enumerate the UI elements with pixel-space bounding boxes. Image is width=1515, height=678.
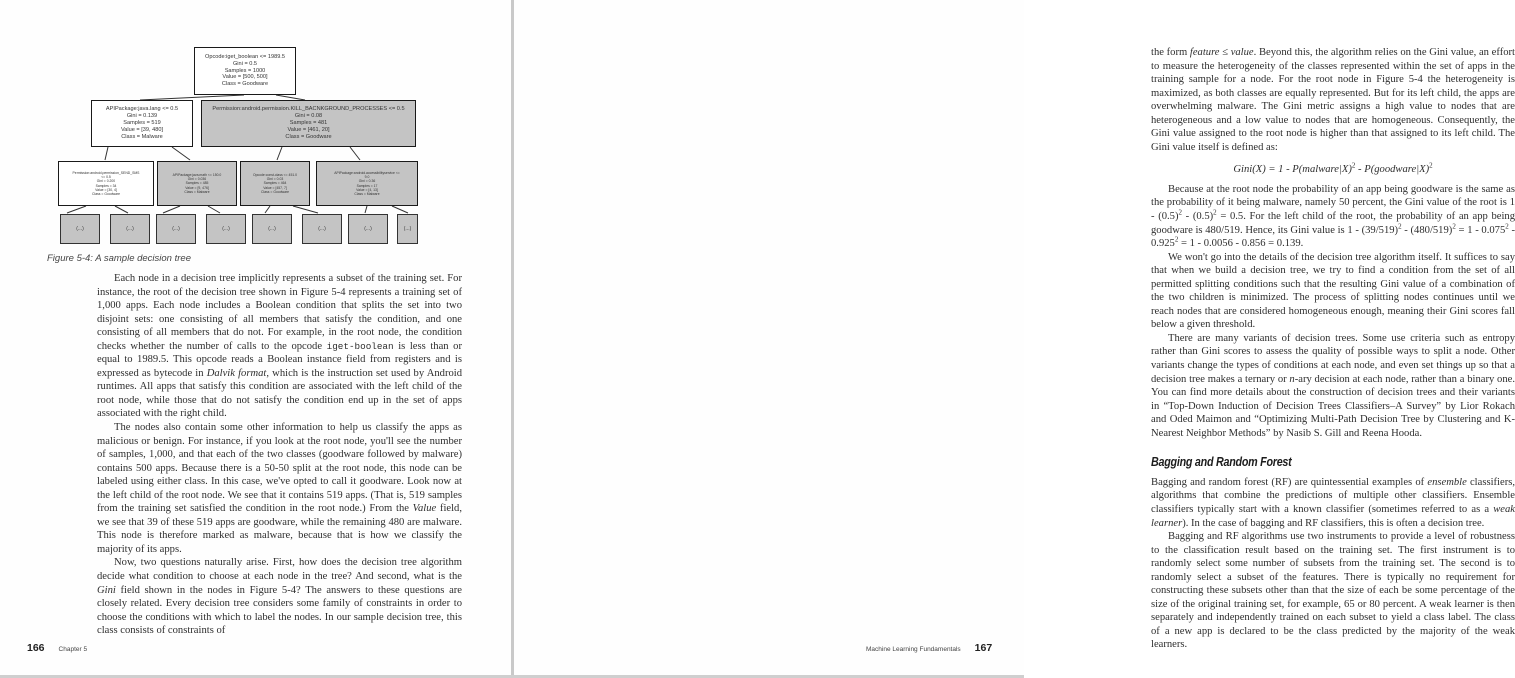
- node-line: Value = [500, 500]: [222, 74, 268, 81]
- node-line: Value = [30, 4]: [95, 187, 117, 192]
- text-run: Because at the root node the probability of an app being goodware is the same as the probability of it being malware, namely 50 percent, the Gini value of the root is 1 - (0.5): [1151, 183, 1515, 223]
- tree-leaf: (...): [348, 214, 388, 244]
- paragraph: [97, 421, 462, 556]
- tree-leaf: (...): [206, 214, 246, 244]
- node-line: Permission:android.permission_SEND_SMS: [72, 170, 140, 175]
- tree-node-rr: [316, 161, 418, 206]
- tree-node-left: [91, 100, 193, 147]
- left-body-text: [97, 272, 462, 638]
- text-run: the form: [1151, 47, 1190, 58]
- text-after-heading: [1151, 476, 1515, 652]
- edge-l2d-b: [392, 206, 408, 213]
- node-line: Gini = 0.5: [232, 60, 258, 67]
- paragraph: [97, 556, 462, 637]
- left-folio: [27, 638, 87, 656]
- paragraph: [1151, 46, 1515, 154]
- text-run: field, we see that 39 of these 519 apps are goodware, while the remaining 480 are malware. This node is therefore marked as malware, because that is how we classify the majority of its apps.: [97, 503, 462, 555]
- paragraph: [1151, 183, 1515, 251]
- node-line: Opcode:const-class <= 451.0: [252, 172, 298, 177]
- text-em: Gini: [97, 584, 116, 596]
- edge-l2a-b: [115, 206, 128, 213]
- node-line: Class = Goodware: [261, 189, 289, 194]
- node-line: Samples = 464: [263, 181, 287, 186]
- node-line: Gini = 0.03: [266, 177, 284, 182]
- node-line: Samples = 481: [289, 120, 328, 126]
- text-run: - 0.925: [1151, 224, 1515, 250]
- node-line: <= 0.5: [101, 175, 111, 179]
- node-line: Gini = 0.139: [126, 113, 158, 120]
- text-em: weak learner: [1151, 503, 1515, 529]
- node-line: Samples = 17: [356, 183, 378, 188]
- text-after-formula: [1151, 183, 1515, 440]
- paragraph: [1151, 332, 1515, 440]
- text-sup: 2: [1178, 208, 1182, 217]
- paragraph: [1151, 530, 1515, 652]
- left-page: [0, 0, 512, 678]
- node-line: APIPackage:java.math <= 150.0: [172, 172, 222, 177]
- formula-mid: - P(goodware|X): [1355, 164, 1430, 176]
- tree-node-ll: [58, 161, 154, 206]
- node-line: Samples = 1000: [224, 67, 266, 74]
- paragraph: [97, 272, 462, 421]
- tree-leaf: (...): [302, 214, 342, 244]
- node-line: Gini = 0.036: [187, 177, 207, 182]
- text-run: is less than or equal to 1989.5. This opcode reads a Boolean instance field from registers and is expressed as bytecode in: [97, 340, 463, 379]
- node-line: Value = [9, 476]: [185, 185, 209, 190]
- text-run: Bagging and RF algorithms use two instruments to provide a level of robustness to the classification result based on the training set. The first instrument is to randomly select some number of subsets from the training set. The second is to randomly select a subset of the features. There is typically no requirement for constructing these subsets other than that the size of each be some percentage of the size of the original training set, for example, 65 or 80 percent. A weak learner is then separately and independently trained on each subset to yield a class label. The class of a new app is declared to be the class predicted by the majority of the weak learners.: [1151, 531, 1515, 651]
- node-line: Class = Malware: [184, 189, 210, 194]
- gini-formula: [1151, 163, 1515, 177]
- text-run: We won't go into the details of the decision tree algorithm itself. It suffices to say that when we build a decision tree, we try to find a condition from the set of all permitted splitting conditions such that the resulting Gini value of a combination of the two children is minimized. The process of splitting nodes continues until we reach nodes that are considered homogeneous enough, meaning their Gini scores fall below a given threshold.: [1151, 251, 1515, 331]
- text-run: . Beyond this, the algorithm relies on the Gini value, an effort to measure the heterogeneity of the classes represented within the set of apps in the training sample for a node. For the root node in Figure 5-4 the heterogeneity is maximized, as both classes are equally represented. But for its left child, the apps are overwhelming malware. The Gini metric assigns a high value to nodes that are heterogeneous and a low value to nodes that are homogeneous. Consequently, the Gini value assigned to the root node is higher than that assigned to its left child. The Gini value itself is defined as:: [1151, 47, 1515, 153]
- node-line: Class = Goodware: [285, 133, 332, 140]
- right-body-text: [1151, 46, 1515, 652]
- text-run: , which is the instruction set used by Android runtimes. All apps that satisfy this condition are associated with the left child of the root node, while those that do not satisfy the condition end up in the set of apps associated with the right child.: [97, 367, 463, 420]
- node-line: Class = Goodware: [221, 81, 269, 88]
- paragraph: [1151, 251, 1515, 332]
- edge-l2d-a: [365, 206, 367, 213]
- node-line: Samples = 485: [185, 181, 209, 186]
- tree-leaf: (...): [156, 214, 196, 244]
- text-run: Each node in a decision tree implicitly represents a subset of the training set. For instance, the root of the decision tree shown in Figure 5-4 represents a training set of 1,000 apps. Each node includes a Boolean condition that splits the set into two disjoint sets: one consisting of all members that satisfy the condition, and one consisting of all members that do not. For example, in the root node, the condition checks whether the number of calls to the opcode: [97, 273, 462, 352]
- text-sup: 2: [1174, 235, 1179, 244]
- text-em: Dalvik format: [206, 367, 267, 379]
- edge-l2c-b: [293, 206, 318, 213]
- node-line: Value = [461, 20]: [287, 126, 330, 133]
- node-line: Value = [39, 480]: [120, 126, 164, 133]
- node-line: APIPackage:java.lang <= 0.5: [105, 106, 179, 113]
- node-line: Samples = 519: [123, 120, 161, 126]
- node-line: Class = Goodware: [92, 192, 120, 196]
- paragraph: [1151, 476, 1515, 530]
- decision-tree-figure: [0, 0, 512, 260]
- edge-l1b-b: [350, 147, 360, 160]
- text-before-formula: [1151, 46, 1515, 154]
- text-run: field shown in the nodes in Figure 5-4? The answers to these questions are closely related. Every decision tree considers some family of constraints in order to choose the conditions with which to label the nodes. In our sample decision tree, this class consists of constraints of: [97, 584, 462, 637]
- text-sup: 2: [1213, 208, 1217, 217]
- node-line: Opcode:iget_boolean <= 1989.5: [205, 53, 285, 60]
- right-folio: [866, 638, 992, 656]
- tree-node-lr: [157, 161, 237, 206]
- tree-leaf: (...): [252, 214, 292, 244]
- node-line: 9.0: [364, 175, 370, 179]
- text-run: ). In the case of bagging and RF classifiers, this is often a decision tree.: [1182, 517, 1485, 529]
- text-run: = 0.5. For the left child of the root, the probability of an app being goodware is 480/519. Hence, its Gini value is 1 - (39/519): [1151, 211, 1515, 236]
- page-number: 167: [974, 642, 993, 654]
- text-run: Now, two questions naturally arise. First, how does the decision tree algorithm decide what condition to choose at each node in the tree? And second, what is the: [97, 557, 462, 583]
- node-line: Value = [4, 13]: [356, 187, 378, 192]
- text-sup: 2: [1505, 222, 1509, 231]
- text-em: Value: [412, 503, 437, 515]
- edge-l1a-b: [172, 147, 190, 160]
- formula-exp: 2: [1429, 161, 1433, 170]
- node-line: Gini = 0.08: [294, 113, 323, 120]
- text-run: classifiers, algorithms that combine the predictions of multiple other classifiers. Ensemble classifiers typically start with a known classifier (sometimes referred to as a: [1151, 476, 1515, 515]
- page-number: 166: [27, 642, 45, 654]
- tree-leaf: (...): [397, 214, 418, 244]
- edge-l1b-a: [277, 147, 282, 160]
- node-line: Class = Malware: [354, 192, 380, 196]
- text-run: There are many variants of decision trees. Some use criteria such as entropy rather than Gini scores to assess the quality of possible ways to split a node. Other variants change the types of conditions at each node, and even set things up so that a decision tree makes a ternary or: [1151, 332, 1515, 385]
- text-run: The nodes also contain some other information to help us classify the apps as malicious or benign. For instance, if you look at the root node, you'll see the number of samples, 1,000, and that each of the two classes (goodware followed by malware) contains 500 apps. Because there is a 50-50 split at the root node, this node can be labeled using either class. In this case, we've opted to call it goodware. Look now at the left child of the root node. We see that it contains 519 apps. (That is, 519 samples from the training set satisfied the condition in the root node.) From the: [97, 422, 462, 515]
- tree-node-right: [201, 100, 416, 147]
- text-run: ≤: [1219, 47, 1231, 58]
- text-em: n: [1289, 373, 1295, 385]
- edge-l2b-b: [208, 206, 220, 213]
- tree-node-rl: [240, 161, 310, 206]
- text-em: value: [1230, 47, 1254, 58]
- text-run: = 1 - 0.0056 - 0.856 = 0.139.: [1178, 238, 1304, 250]
- formula-lhs: Gini(X) = 1 - P(malware|X): [1233, 164, 1352, 176]
- text-em: feature: [1189, 47, 1220, 58]
- formula-exp: 2: [1351, 161, 1356, 170]
- text-code: iget-boolean: [326, 340, 394, 352]
- text-sup: 2: [1398, 222, 1402, 231]
- node-line: Class = Malware: [121, 133, 163, 140]
- node-line: APIPackage:android.accessibilityservice <=: [334, 170, 400, 175]
- text-em: ensemble: [1427, 476, 1467, 488]
- running-head: Chapter 5: [58, 646, 88, 653]
- edge-l1a-a: [105, 147, 108, 160]
- text-run: Bagging and random forest (RF) are quintessential examples of: [1151, 476, 1428, 488]
- text-run: = 1 - 0.075: [1455, 224, 1506, 236]
- running-head: Machine Learning Fundamentals: [866, 646, 961, 653]
- section-heading: Bagging and Random Forest: [1151, 455, 1292, 470]
- text-run: - (0.5): [1182, 211, 1214, 223]
- text-sup: 2: [1452, 222, 1456, 231]
- edge-l2a-a: [67, 206, 86, 213]
- edge-l2b-a: [163, 206, 180, 213]
- node-line: Gini = 0.36: [358, 179, 376, 184]
- node-line: Permission:android.permission.KILL_BACNKGROUND_PROCESSES <= 0.5: [212, 106, 405, 113]
- tree-node-root: [194, 47, 296, 95]
- right-page: [514, 0, 1515, 678]
- text-run: - (480/519): [1401, 224, 1453, 236]
- node-line: Gini = 0.200: [96, 179, 116, 184]
- tree-leaf: (...): [110, 214, 150, 244]
- text-run: -ary decision at each node, rather than a binary one. You can find more details about the construction of decision trees and their variants in “Top-Down Induction of Decision Trees Classifiers–A Survey” by Lior Rokach and Oded Maimon and “Optimizing Multi-Path Decision Tree by Clustering and K-Nearest Neighbor Methods” by Nasib S. Gill and Reena Hooda.: [1151, 373, 1515, 439]
- figure-caption: Figure 5-4: A sample decision tree: [47, 253, 191, 264]
- node-line: Samples = 34: [95, 183, 117, 188]
- edge-l2c-a: [265, 206, 270, 213]
- node-line: Value = [457, 7]: [263, 185, 287, 190]
- tree-leaf: (...): [60, 214, 100, 244]
